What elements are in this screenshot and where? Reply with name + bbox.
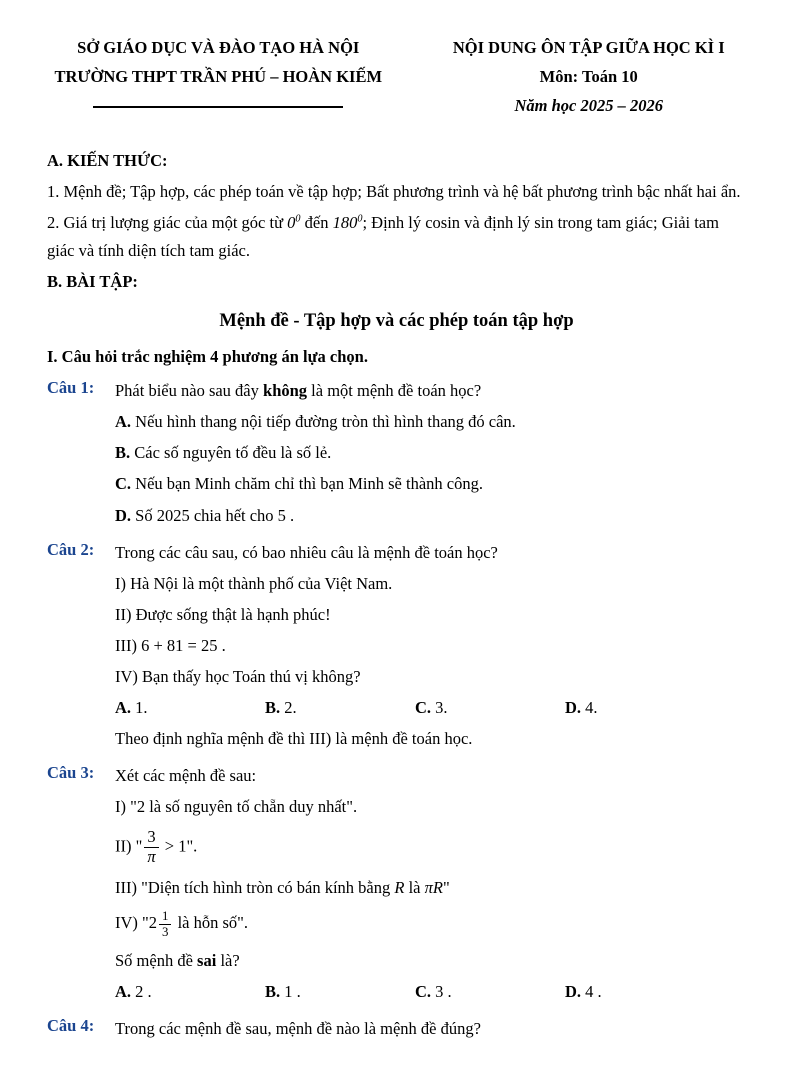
knowledge-item-2 (47, 209, 746, 265)
q3-answer-c: C. 3 . (415, 981, 452, 1001)
document-header (47, 34, 746, 121)
q3-answer-row (115, 978, 746, 1006)
question-3-label: Câu 3: (47, 762, 95, 782)
question-1-label: Câu 1: (47, 378, 95, 398)
q1-option-c (115, 470, 746, 498)
question-4 (47, 1012, 746, 1046)
subject-line: Môn: Toán 10 (539, 66, 638, 86)
q2-answer-row (115, 694, 746, 722)
q3-statement-2: II) " $\frac{3}{\pi}$ > 1". (115, 827, 198, 866)
header-divider (93, 106, 343, 108)
section-b-title: B. BÀI TẬP: (47, 271, 138, 291)
fraction-1-over-3: $\frac{1}{3}$ (159, 909, 171, 940)
question-1-stem: Phát biểu nào sau đây không là một mệnh đề toán học? (115, 381, 482, 401)
option-letter: D. (115, 505, 132, 525)
knowledge-item-2-post: ; Định lý cosin và định lý sin trong tam giác; Giải tam giác và tính diện tích tam giác. (47, 212, 719, 260)
q3-answer-a: A. 2 . (115, 981, 152, 1001)
angle-2: $180^0$ (332, 212, 363, 232)
q2-answer-d: D. 4. (565, 697, 598, 717)
option-letter: C. (115, 474, 132, 494)
q2-statement-2: II) Được sống thật là hạnh phúc! (115, 604, 331, 624)
question-2 (47, 536, 746, 756)
question-2-body (115, 536, 746, 756)
section-a-title: A. KIẾN THỨC: (47, 150, 168, 170)
q3-statement-1: I) "2 là số nguyên tố chẵn duy nhất". (115, 796, 358, 816)
q2-statement-4: IV) Bạn thấy học Toán thú vị không? (115, 666, 361, 686)
knowledge-item-2-mid: đến (300, 212, 333, 232)
q2-answer-a: A. 1. (115, 697, 148, 717)
question-1-body (115, 374, 746, 532)
q3-answer-b: B. 1 . (265, 981, 301, 1001)
fraction-3-over-pi: $\frac{3}{\pi}$ (144, 828, 158, 867)
doc-title-line: NỘI DUNG ÔN TẬP GIỮA HỌC KÌ I (452, 38, 725, 57)
school-year-line: Năm học 2025 – 2026 (514, 95, 663, 115)
q3-answer-d: D. 4 . (565, 981, 602, 1001)
q2-answer-c: C. 3. (415, 697, 448, 717)
q3-statement-3: III) "Diện tích hình tròn có bán kính bằng R là πR" (115, 877, 450, 897)
q2-note: Theo định nghĩa mệnh đề thì III) là mệnh đề toán học. (115, 728, 473, 748)
document-body (47, 147, 746, 1046)
q1-option-d (115, 502, 746, 530)
q3-statement-4: IV) "2 $\frac{1}{3}$ là hỗn số". (115, 908, 249, 939)
question-4-stem: Trong các mệnh đề sau, mệnh đề nào là mệnh đề đúng? (115, 1018, 481, 1038)
option-letter: A. (115, 412, 132, 432)
q2-statement-1: I) Hà Nội là một thành phố của Việt Nam. (115, 573, 393, 593)
school-name-line: TRƯỜNG THPT TRẦN PHÚ – HOÀN KIẾM (54, 66, 383, 86)
question-3-body (115, 759, 746, 1009)
math-var-piR: πR (424, 877, 443, 897)
header-right-block (431, 34, 746, 121)
question-3-stem: Xét các mệnh đề sau: (115, 765, 257, 785)
question-2-label: Câu 2: (47, 539, 95, 559)
question-2-stem: Trong các câu sau, có bao nhiêu câu là mệnh đề toán học? (115, 542, 498, 562)
department-line: SỞ GIÁO DỤC VÀ ĐÀO TẠO HÀ NỘI (77, 38, 360, 57)
question-4-label: Câu 4: (47, 1015, 95, 1035)
option-text: Nếu hình thang nội tiếp đường tròn thì hình thang đó cân. (131, 412, 516, 432)
angle-1: $0^0$ (287, 212, 301, 232)
option-text: Các số nguyên tố đều là số lẻ. (130, 443, 332, 463)
option-text: Số 2025 chia hết cho 5 . (131, 505, 295, 525)
q2-answer-b: B. 2. (265, 697, 297, 717)
part-1-title: I. Câu hỏi trắc nghiệm 4 phương án lựa chọn. (47, 347, 368, 367)
q1-option-a (115, 408, 746, 436)
option-text: Nếu bạn Minh chăm chỉ thì bạn Minh sẽ thành công. (131, 474, 483, 494)
question-3 (47, 759, 746, 1009)
question-4-body (115, 1012, 746, 1046)
question-1 (47, 374, 746, 532)
q1-option-b (115, 439, 746, 467)
header-left-block (47, 34, 390, 108)
option-letter: B. (115, 443, 131, 463)
topic-heading: Mệnh đề - Tập hợp và các phép toán tập hợp (219, 310, 574, 331)
math-var-R: R (394, 877, 405, 897)
q2-statement-3: III) 6 + 81 = 25 . (115, 635, 226, 655)
knowledge-item-1: 1. Mệnh đề; Tập hợp, các phép toán về tập hợp; Bất phương trình và hệ bất phương trình bậc nhất hai ẩn. (47, 181, 741, 201)
q3-stem-2: Số mệnh đề sai là? (115, 950, 240, 970)
knowledge-item-2-pre: 2. Giá trị lượng giác của một góc từ (47, 212, 288, 232)
mixed-number-whole: 2 (148, 913, 158, 933)
